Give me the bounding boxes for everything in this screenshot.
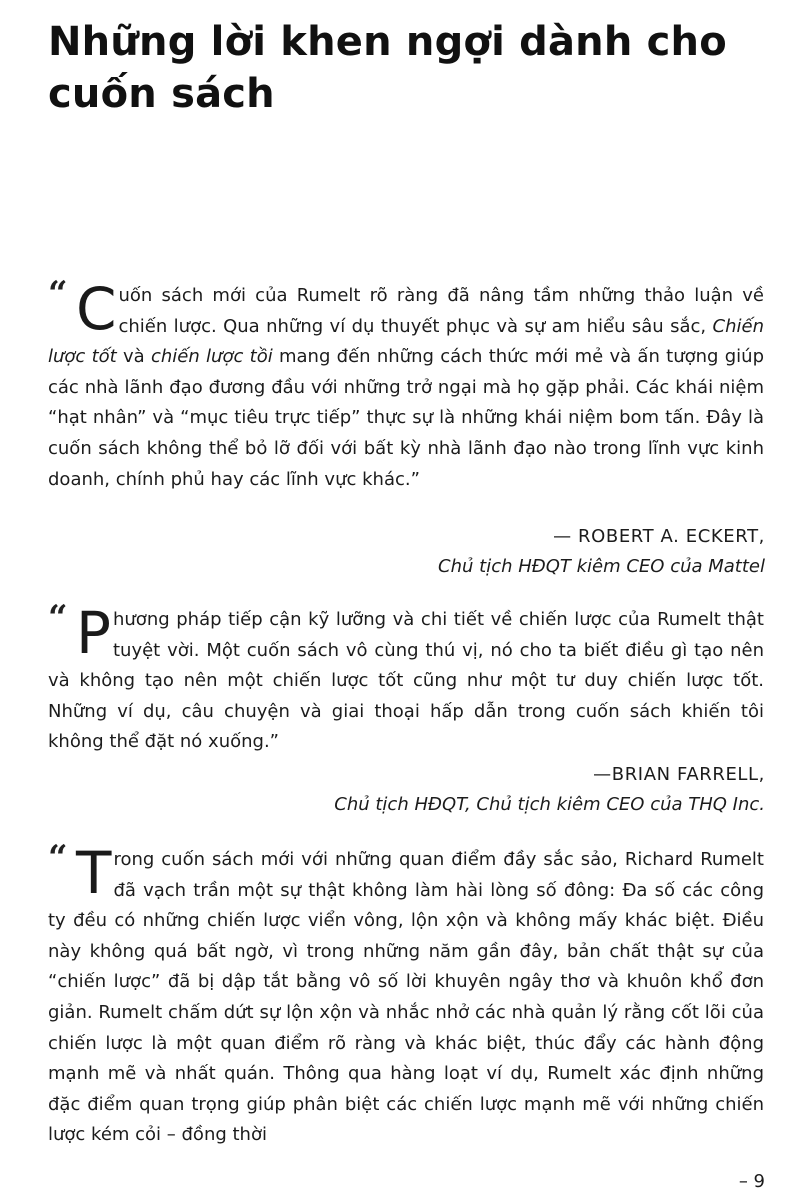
testimonial-1-text-part: và	[116, 346, 151, 368]
page-number: – 9	[738, 1171, 765, 1192]
drop-cap: T	[76, 839, 112, 907]
author-name: — ROBERT A. ECKERT,	[553, 526, 765, 547]
open-quote-icon: “	[48, 838, 68, 878]
open-quote-icon: “	[48, 274, 68, 314]
testimonial-1-text	[48, 274, 764, 495]
open-quote-icon: “	[48, 598, 68, 638]
author-role: Chủ tịch HĐQT kiêm CEO của Mattel	[438, 556, 765, 577]
testimonial-2	[48, 598, 764, 758]
testimonial-3-text-part: rong cuốn sách mới với những quan điểm đầy sắc sảo, Richard Rumelt đã vạch trần một sự thật không làm hài lòng số đông: Đa số các công ty đều có những chiến lược viển vông, lộn xộn và không mấy khác biệt. Điều này không quá bất ngờ, vì trong những năm gần đây, bản chất thật sự của “chiến lược” đã bị dập tắt bằng vô số lời khuyên ngây thơ và khuôn khổ đơn giản. Rumelt chấm dứt sự lộn xộn và nhắc nhở các nhà quản lý rằng cốt lõi của chiến lược là một quan điểm rõ ràng và khác biệt, thúc đẩy các hành động mạnh mẽ và nhất quán. Thông qua hàng loạt ví dụ, Rumelt xác định những đặc điểm quan trọng giúp phân biệt các chiến lược mạnh mẽ với những chiến lược kém cỏi – đồng thời	[48, 849, 764, 1146]
testimonial-3-text	[48, 838, 764, 1151]
testimonial-1-text-part: mang đến những cách thức mới mẻ và ấn tượng giúp các nhà lãnh đạo đương đầu với những trở ngại mà họ gặp phải. Các khái niệm “hạt nhân” và “mục tiêu trực tiếp” thực sự là những khái niệm bom tấn. Đây là cuốn sách không thể bỏ lỡ đối với bất kỳ nhà lãnh đạo nào trong lĩnh vực kinh doanh, chính phủ hay các lĩnh vực khác.”	[48, 346, 764, 490]
book-title-good-strategy: Chiến lược tốt	[48, 315, 764, 368]
testimonial-3	[48, 838, 764, 1151]
author-role: Chủ tịch HĐQT, Chủ tịch kiêm CEO của THQ Inc.	[334, 794, 765, 815]
testimonial-2-attribution	[334, 760, 765, 820]
testimonial-2-text	[48, 598, 764, 758]
author-name: —BRIAN FARRELL,	[593, 764, 765, 785]
page-title: Những lời khen ngợi dành cho cuốn sách	[48, 19, 727, 117]
testimonial-1	[48, 274, 764, 495]
testimonial-1-attribution	[438, 522, 765, 582]
drop-cap: C	[76, 275, 117, 343]
testimonial-1-text-part: uốn sách mới của Rumelt rõ ràng đã nâng tầm những thảo luận về chiến lược. Qua những ví dụ thuyết phục và sự am hiểu sâu sắc,	[118, 285, 764, 337]
testimonial-2-text-part: hương pháp tiếp cận kỹ lưỡng và chi tiết về chiến lược của Rumelt thật tuyệt vời. Một cuốn sách vô cùng thú vị, nó cho ta biết điều gì tạo nên và không tạo nên một chiến lược tốt cũng như một tư duy chiến lược tốt. Những ví dụ, câu chuyện và giai thoại hấp dẫn trong cuốn sách khiến tôi không thể đặt nó xuống.”	[48, 609, 764, 753]
drop-cap: P	[76, 599, 111, 667]
book-title-bad-strategy: chiến lược tồi	[150, 346, 273, 368]
